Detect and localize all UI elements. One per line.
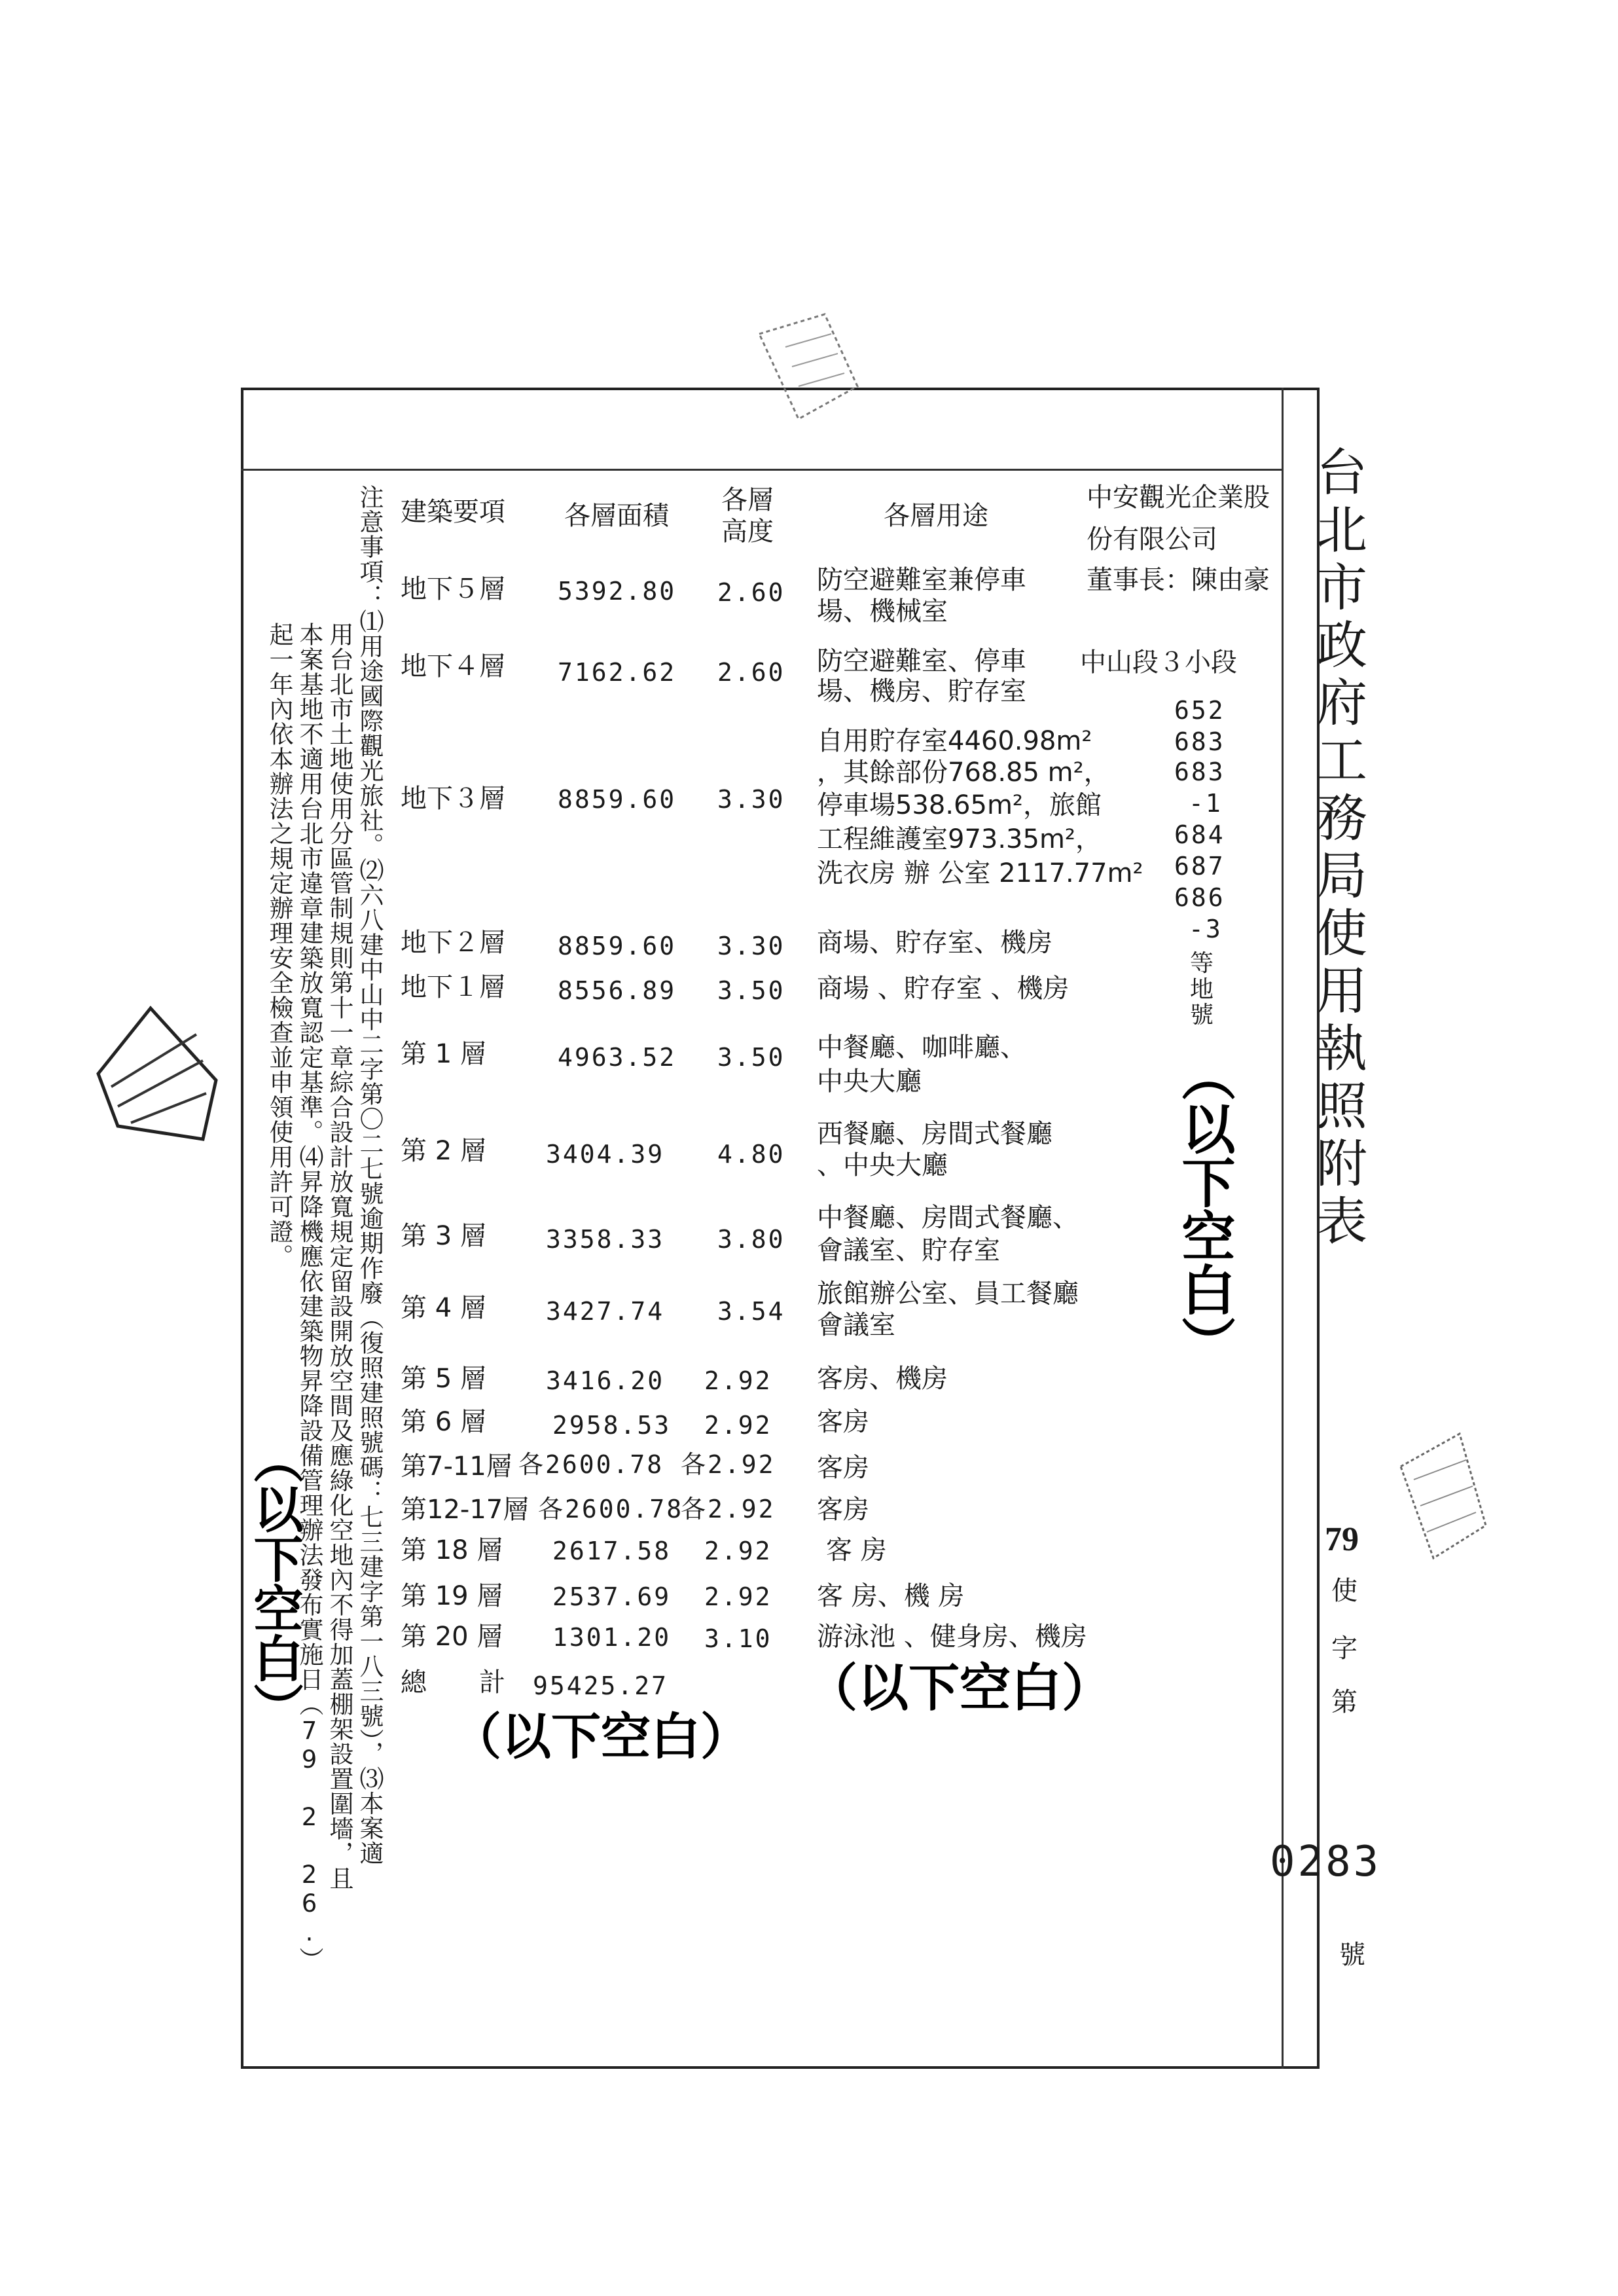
row-area: 1301.20 — [552, 1623, 672, 1652]
notes-column-2: 用台北市土地使用分區管制規則第十一章綜合設計放寬規定留設開放空間及應綠化空地內不得加蓋棚架設置圍墻，且 — [325, 622, 353, 1891]
land-lot: 684 — [1174, 820, 1225, 849]
permit-suffix: 號 — [1339, 1940, 1365, 1970]
row-area: 4963.52 — [558, 1043, 677, 1072]
row-area: 7162.62 — [558, 658, 677, 687]
lots-suffix: 等 地 號 — [1190, 950, 1214, 1029]
row-usage-line: 客 房 — [826, 1535, 887, 1565]
land-lot: 683 — [1174, 727, 1225, 756]
row-height: 4.80 — [717, 1140, 785, 1169]
row-area: 2617.58 — [552, 1537, 672, 1565]
top-seal-mark — [746, 308, 877, 439]
row-area: 8556.89 — [558, 976, 677, 1005]
row-usage-line: 游泳池 、健身房、機房 — [817, 1622, 1087, 1652]
permit-char-3: 第 — [1331, 1687, 1357, 1717]
row-area: 2958.53 — [552, 1411, 672, 1440]
left-seal-mark — [92, 995, 223, 1192]
row-usage-line: 中餐廳、房間式餐廳、 — [817, 1203, 1079, 1233]
blank-stamp-total: （以下空白） — [452, 1710, 750, 1765]
row-floor: 第 18 層 — [401, 1535, 503, 1565]
chairman: 董事長：陳由豪 — [1087, 565, 1270, 595]
row-usage-line: 自用貯存室4460.98m² — [817, 726, 1092, 756]
land-lot: -3 — [1189, 915, 1223, 943]
header-divider — [241, 469, 1282, 471]
row-usage-line: 客房、機房 — [817, 1364, 948, 1394]
company-name-line2: 份有限公司 — [1087, 524, 1217, 555]
total-value: 95425.27 — [533, 1671, 669, 1700]
row-usage-line: 中餐廳、咖啡廳、 — [817, 1032, 1026, 1063]
row-floor: 第 2 層 — [401, 1136, 486, 1166]
row-usage-line: 中央大廳 — [817, 1066, 922, 1097]
row-area: 2537.69 — [552, 1582, 672, 1611]
row-height: 2.60 — [717, 578, 785, 607]
row-floor: 地下１層 — [401, 972, 505, 1002]
total-label: 總 計 — [401, 1667, 505, 1698]
row-usage-line: 客房 — [817, 1495, 869, 1525]
land-lot: 683 — [1174, 757, 1225, 786]
row-area: 3404.39 — [546, 1140, 665, 1169]
blank-stamp-vertical-right: ︵以下空白︶ — [1174, 1048, 1234, 1370]
row-usage-line: 會議室 — [817, 1310, 895, 1340]
row-height: 2.60 — [717, 658, 785, 687]
header-item: 建築要項 — [401, 497, 505, 527]
row-area: 5392.80 — [558, 577, 677, 606]
notes-column-3: 本案基地不適用台北市違章建築放寬認定基準。⑷昇降機應依建築物昇降設備管理辦法發布實施日（79 2 26.） — [295, 622, 323, 1972]
row-floor: 第 19 層 — [401, 1581, 503, 1611]
company-name-line1: 中安觀光企業股 — [1087, 483, 1270, 513]
permit-char-1: 使 — [1331, 1576, 1357, 1606]
row-usage-line: 場、機械室 — [817, 596, 948, 627]
permit-char-2: 字 — [1331, 1633, 1357, 1664]
row-height: 2.92 — [704, 1537, 772, 1565]
land-lot: 686 — [1174, 883, 1225, 912]
row-height: 3.30 — [717, 932, 785, 960]
row-area: 3416.20 — [546, 1366, 665, 1395]
permit-number: 0283 — [1270, 1838, 1382, 1886]
row-height: 2.92 — [704, 1582, 772, 1611]
row-usage-line: ，其餘部份768.85 m²， — [817, 757, 1110, 788]
row-usage-line: 客房 — [817, 1453, 869, 1483]
header-area: 各層面積 — [564, 501, 669, 531]
row-usage-line: 客 房、機 房 — [817, 1581, 965, 1611]
form-title: 台北市政府工務局使用執照附表 — [1308, 445, 1367, 1252]
row-usage-line: 會議室、貯存室 — [817, 1235, 1000, 1266]
row-floor: 地下３層 — [401, 784, 505, 814]
row-height: 3.10 — [704, 1624, 772, 1653]
row-height: 各2.92 — [681, 1495, 776, 1523]
row-usage-line: 、中央大廳 — [817, 1150, 948, 1180]
row-area: 3358.33 — [546, 1225, 665, 1254]
header-usage: 各層用途 — [884, 501, 988, 531]
row-floor: 地下２層 — [401, 928, 505, 958]
row-area: 3427.74 — [546, 1297, 665, 1326]
row-usage-line: 場、機房、貯存室 — [817, 676, 1026, 706]
row-height: 3.80 — [717, 1225, 785, 1254]
notes-column-4: 起一年內依本辦法之規定辦理安全檢查並申領使用許可證。 — [265, 622, 293, 1269]
permit-year: 79 — [1325, 1521, 1359, 1558]
blank-stamp-vertical-left: ︵以下空白︶ — [246, 1434, 301, 1732]
row-area: 8859.60 — [558, 932, 677, 960]
row-floor: 第 3 層 — [401, 1221, 486, 1251]
header-height: 各層 高度 — [721, 485, 774, 547]
row-usage-line: 停車場538.65m²，旅館 — [817, 790, 1102, 820]
row-usage-line: 商場 、貯存室 、機房 — [817, 974, 1070, 1004]
row-usage-line: 防空避難室兼停車 — [817, 565, 1026, 595]
land-section: 中山段３小段 — [1080, 647, 1237, 678]
row-usage-line: 工程維護室973.35m²， — [817, 824, 1102, 854]
row-height: 3.50 — [717, 1043, 785, 1072]
row-height: 3.50 — [717, 976, 785, 1005]
row-area: 8859.60 — [558, 785, 677, 814]
row-usage-line: 客房 — [817, 1407, 869, 1437]
row-floor: 地下４層 — [401, 651, 505, 682]
row-height: 3.30 — [717, 785, 785, 814]
land-lot: 687 — [1174, 852, 1225, 881]
row-usage-line: 防空避難室、停車 — [817, 646, 1026, 676]
row-height: 2.92 — [704, 1366, 772, 1395]
row-height: 3.54 — [717, 1297, 785, 1326]
row-area: 各2600.78 — [538, 1495, 684, 1523]
row-floor: 第 6 層 — [401, 1407, 486, 1437]
land-lot: -1 — [1189, 789, 1223, 818]
title-column-divider — [1282, 388, 1284, 2069]
row-floor: 第 1 層 — [401, 1039, 486, 1069]
row-floor: 第 20 層 — [401, 1622, 503, 1652]
row-floor: 第 5 層 — [401, 1364, 486, 1394]
row-usage-line: 洗衣房 辦 公室 2117.77m² — [817, 858, 1143, 888]
row-height: 各2.92 — [681, 1450, 776, 1479]
row-usage-line: 西餐廳、房間式餐廳 — [817, 1119, 1052, 1149]
row-height: 2.92 — [704, 1411, 772, 1440]
notes-column-1: 注意事項：⑴用途國際觀光旅社。⑵六八建中山中二字第〇二七號逾期作廢（復照建照號碼：七三建字第一八三號），⑶本案適 — [355, 484, 384, 1866]
blank-stamp-usage: （以下空白） — [806, 1660, 1113, 1717]
row-usage-line: 商場、貯存室、機房 — [817, 928, 1052, 958]
row-usage-line: 旅館辦公室、員工餐廳 — [817, 1279, 1079, 1309]
land-lot: 652 — [1174, 696, 1225, 725]
right-seal-mark — [1394, 1427, 1492, 1571]
row-floor: 地下５層 — [401, 574, 505, 604]
row-floor: 第12-17層 — [401, 1495, 530, 1525]
row-floor: 第7-11層 — [401, 1451, 512, 1482]
row-floor: 第 4 層 — [401, 1293, 486, 1323]
row-area: 各2600.78 — [518, 1450, 664, 1479]
